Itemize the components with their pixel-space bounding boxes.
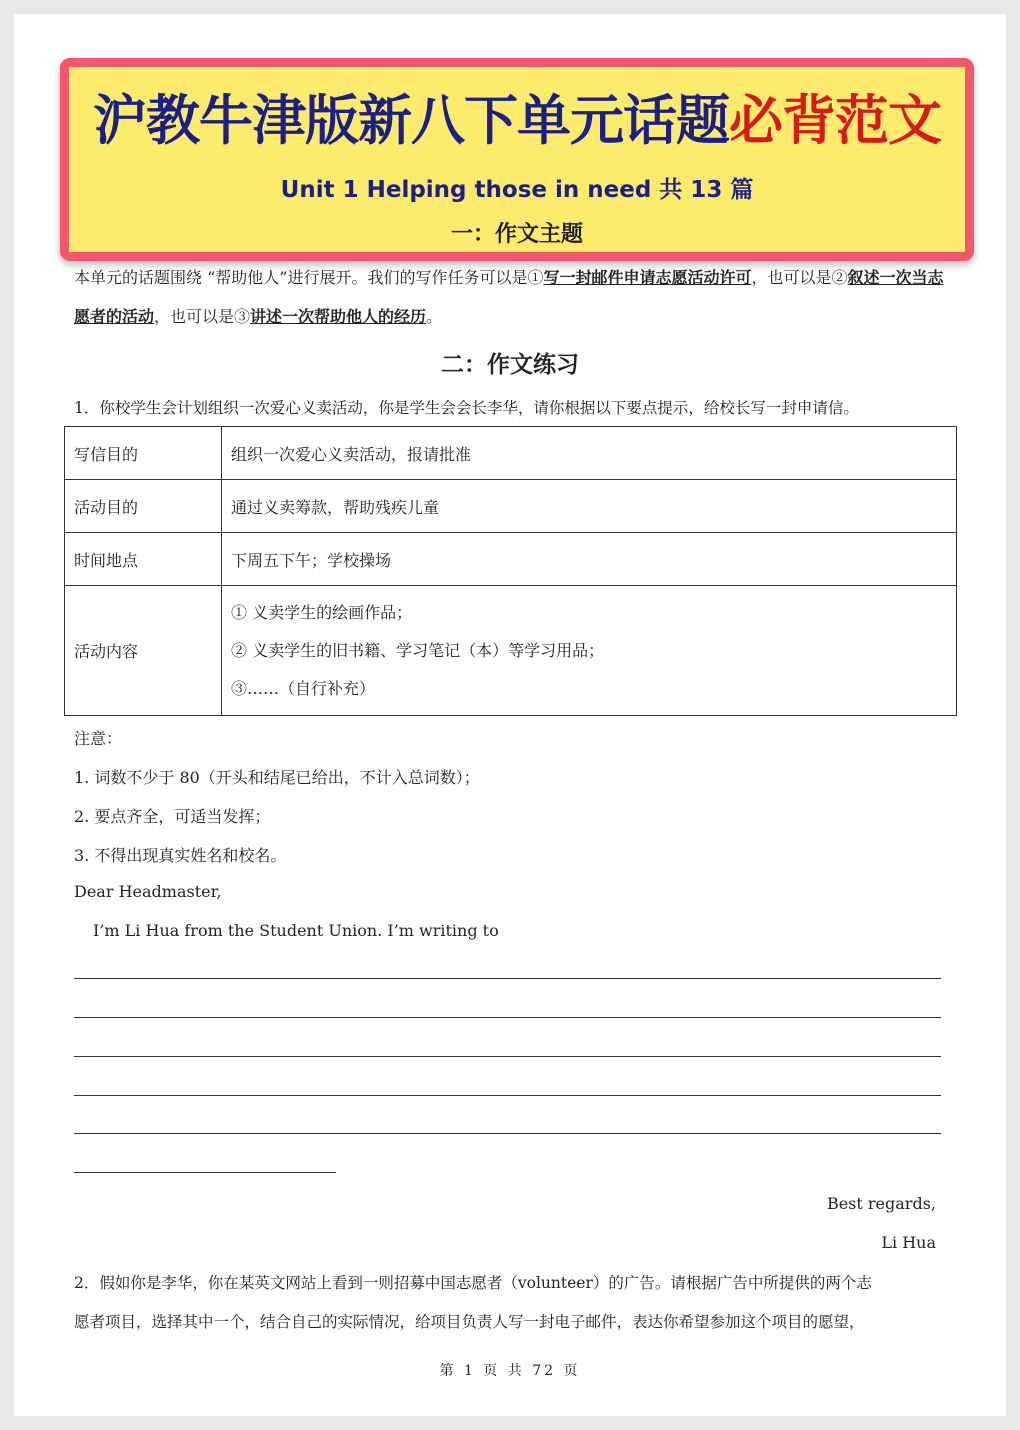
- note-item: 1. 词数不少于 80（开头和结尾已给出，不计入总词数）；: [74, 768, 480, 787]
- table-key: 写信目的: [65, 427, 222, 480]
- section-heading-practice: 二：作文练习: [441, 352, 579, 378]
- table-row: [65, 586, 957, 716]
- title-banner: [60, 58, 974, 261]
- intro-text-2: ，也可以是②: [751, 268, 848, 287]
- writing-line: [74, 1056, 941, 1057]
- table-key: 时间地点: [65, 533, 222, 586]
- intro-paragraph: [74, 258, 954, 336]
- page-footer: 第 1 页 共 72 页: [439, 1363, 581, 1379]
- writing-line: [74, 978, 941, 979]
- writing-line: [74, 1017, 941, 1018]
- intro-text-1: 本单元的话题围绕 “帮助他人”进行展开。我们的写作任务可以是①: [74, 268, 544, 287]
- intro-task-2: 叙述一次当志愿者的活动: [74, 268, 944, 326]
- title-red-part: 必背范文: [729, 89, 941, 152]
- letter-signature: Li Hua: [881, 1233, 936, 1252]
- task1-prompt: 1．你校学生会计划组织一次爱心义卖活动，你是学生会会长李华，请你根据以下要点提示，给校长写一封申请信。: [74, 399, 859, 417]
- letter-opening: I’m Li Hua from the Student Union. I’m writing to: [93, 921, 499, 940]
- writing-line-short: [74, 1172, 336, 1173]
- table-value: 下周五下午；学校操场: [222, 533, 957, 586]
- task2-line-1: 2．假如你是李华，你在某英文网站上看到一则招募中国志愿者（volunteer）的广告。请根据广告中所提供的两个志: [74, 1274, 872, 1292]
- table-value: 组织一次爱心义卖活动，报请批准: [222, 427, 957, 480]
- table-row: [65, 533, 957, 586]
- content-item: ③……（自行补充）: [231, 678, 376, 698]
- letter-salutation: Dear Headmaster,: [74, 882, 222, 901]
- content-item: ② 义卖学生的旧书籍、学习笔记（本）等学习用品；: [231, 640, 605, 660]
- table-key: 活动目的: [65, 480, 222, 533]
- table-key: 活动内容: [65, 586, 222, 716]
- task1-table: [64, 426, 957, 716]
- table-value: 通过义卖筹款，帮助残疾儿童: [222, 480, 957, 533]
- content-item: ① 义卖学生的绘画作品；: [231, 602, 413, 622]
- intro-task-1: 写一封邮件申请志愿活动许可: [543, 268, 752, 287]
- document-title: [69, 89, 965, 153]
- title-blue-part: 沪教牛津版新八下单元话题: [93, 89, 729, 152]
- note-item: 2. 要点齐全，可适当发挥；: [74, 807, 271, 826]
- table-value-list: [222, 586, 957, 716]
- unit-subtitle: Unit 1 Helping those in need 共 13 篇: [280, 177, 754, 203]
- letter-closing: Best regards,: [826, 1194, 936, 1213]
- document-page: [14, 14, 1006, 1416]
- writing-line: [74, 1133, 941, 1134]
- table-row: [65, 427, 957, 480]
- notes-title: 注意：: [74, 729, 123, 748]
- intro-text-3: ，也可以是③: [154, 307, 251, 326]
- task2-line-2: 愿者项目，选择其中一个，结合自己的实际情况，给项目负责人写一封电子邮件，表达你希望参加这个项目的愿望，: [74, 1313, 865, 1331]
- intro-task-3: 讲述一次帮助他人的经历: [250, 307, 427, 326]
- table-row: [65, 480, 957, 533]
- section-heading-theme: 一：作文主题: [450, 222, 583, 247]
- intro-text-4: 。: [426, 307, 443, 326]
- writing-line: [74, 1095, 941, 1096]
- note-item: 3. 不得出现真实姓名和校名。: [74, 846, 287, 865]
